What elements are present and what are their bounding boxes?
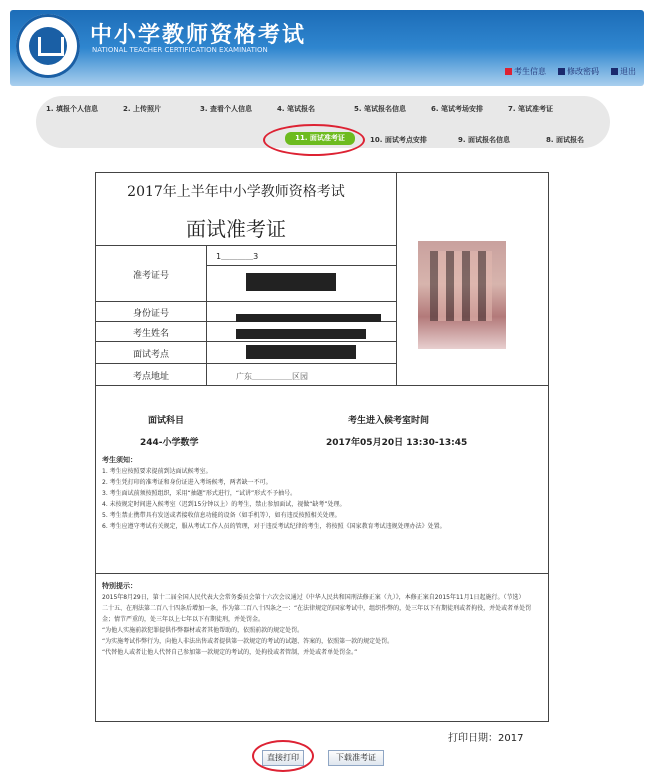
download-ticket-button[interactable]: 下载准考证 [328,750,384,766]
step-2[interactable]: 2. 上传照片 [123,105,161,113]
address-value: 广东＿＿＿＿＿区园 [236,372,308,381]
exam-logo-icon [16,14,80,78]
step-1[interactable]: 1. 填报个人信息 [46,105,98,113]
logout-link[interactable]: 退出 [611,66,636,77]
top-links [505,66,636,77]
ticket-title: 2017年上半年中小学教师资格考试 [127,184,345,200]
ticket-subtitle: 面试准考证 [186,217,286,241]
site-header [10,10,644,86]
id-no-label: 身份证号 [132,309,169,319]
site-label: 面试考点 [132,350,169,360]
special-item: 2015年8月29日，第十二届全国人民代表大会常务委员会第十六次会议通过《中华人民共和国刑法修正案（九）》，本修正案自2015年11月1日起施行。（节选） [102,594,525,601]
step-7[interactable]: 7. 笔试准考证 [508,105,553,113]
redacted-id-no [236,314,381,322]
subject-header: 面试科目 [148,416,185,426]
print-date: 打印日期：2017 [448,733,524,744]
step-9[interactable]: 9. 面试报名信息 [458,136,510,144]
notice-item: 2. 考生凭打印的准考证和身份证进入考场候考，两者缺一不可。 [102,479,272,486]
print-button[interactable]: 直接打印 [262,750,304,766]
notice-item: 1. 考生应按照要求提前到达面试候考室。 [102,468,212,475]
exam-no-label: 准考证号 [132,271,169,281]
steps-row-bottom [370,135,634,145]
notice-item: 6. 考生应遵守考试有关规定，服从考试工作人员的管理，对于违反考试纪律的考生，将按照《国家教育考试违规处理办法》处置。 [102,523,446,530]
step-5[interactable]: 5. 笔试报名信息 [354,105,406,113]
exam-no-value: 1＿＿＿＿3 [216,252,259,261]
special-block: 特别提示： 2015年8月29日，第十二届全国人民代表大会常务委员会第十六次会议通过《中华人民共和国刑法修正案（九）》，本修正案自2015年11月1日起施行。（节选） 二十五、在刑法第二百八十四条后增加一条，作为第二百八十四条之一：“在法律规定的国家考试中，组织作弊的，处三年以下有期徒刑或者拘役，并处或者单处罚金；情节严重的，处三年以上七年以下有期徒刑，并处罚金。 “为他人实施前款犯罪提供作弊器材或者其他帮助的，依照前款的规定处罚。 “为实施考试作弊行为，向他人非法出售或者提供第一款规定的考试的试题、答案的，依照第一款的规定处罚。 “代替他人或者让他人代替自己参加第一款规定的考试的，处拘役或者管制，并处或者单处罚金。” [102,581,540,658]
special-item: “代替他人或者让他人代替自己参加第一款规定的考试的，处拘役或者管制，并处或者单处罚金。” [102,649,358,656]
redacted-exam-no [246,273,336,291]
notice-item: 3. 考生面试前须按照组织，采用“抽题”形式进行，“试讲”形式不予抽号。 [102,490,297,497]
change-password-link[interactable]: 修改密码 [558,66,599,77]
site-title: 中小学教师资格考试 [90,23,307,48]
special-item: 二十五、在刑法第二百八十四条后增加一条，作为第二百八十四条之一：“在法律规定的国家考试中，组织作弊的，处三年以下有期徒刑或者拘役，并处或者单处罚金；情节严重的，处三年以上七年以下有期徒刑，并处罚金。 [102,605,532,623]
step-4[interactable]: 4. 笔试报名 [277,105,315,113]
redacted-name [236,329,366,339]
key-icon [558,68,565,75]
steps-row-top [46,104,585,114]
notice-item: 4. 未按规定时间进入候考室（迟到15分钟以上）的考生，禁止参加面试，视做“缺考”处理。 [102,501,346,508]
step-8[interactable]: 8. 面试报名 [546,136,584,144]
address-label: 考点地址 [132,372,169,382]
highlight-circle-print [252,740,314,772]
special-item: “为实施考试作弊行为，向他人非法出售或者提供第一款规定的考试的试题、答案的，依照第一款的规定处罚。 [102,638,394,645]
subject-value: 244-小学数学 [140,438,199,448]
site-subtitle: NATIONAL TEACHER CERTIFICATION EXAMINATION [92,46,268,54]
step-6[interactable]: 6. 笔试考场安排 [431,105,483,113]
name-label: 考生姓名 [132,329,169,339]
candidate-photo [418,241,506,349]
notice-item: 5. 考生禁止携带具有发送或者接收信息功能的设备（如手机等），如有违反按照相关处理。 [102,512,341,519]
admission-ticket [95,172,549,722]
redacted-site [246,345,356,359]
time-header: 考生进入候考室时间 [348,416,430,426]
time-value: 2017年05月20日 13:30-13:45 [326,438,468,448]
step-3[interactable]: 3. 查看个人信息 [200,105,252,113]
step-11-active[interactable]: 11. 面试准考证 [285,132,355,145]
highlight-circle [263,124,365,156]
user-icon [505,68,512,75]
step-10[interactable]: 10. 面试考点安排 [370,136,427,144]
logout-icon [611,68,618,75]
special-item: “为他人实施前款犯罪提供作弊器材或者其他帮助的，依照前款的规定处罚。 [102,627,304,634]
candidate-info-link[interactable]: 考生信息 [505,66,546,77]
notice-block: 考生须知： 1. 考生应按照要求提前到达面试候考室。 2. 考生凭打印的准考证和身份证进入考场候考，两者缺一不可。 3. 考生面试前须按照组织，采用“抽题”形式进行，“试讲”形式不予抽号。 4. 未按规定时间进入候考室（迟到15分钟以上）的考生，禁止参加面试，视做“缺考”处理。 5. 考生禁止携带具有发送或者接收信息功能的设备（如手机等），如有违反按照相关处理。 6. 考生应遵守考试有关规定，服从考试工作人员的管理，对于违反考试纪律的考生，将按照《国家教育考试违规处理办法》处置。 [102,455,540,532]
